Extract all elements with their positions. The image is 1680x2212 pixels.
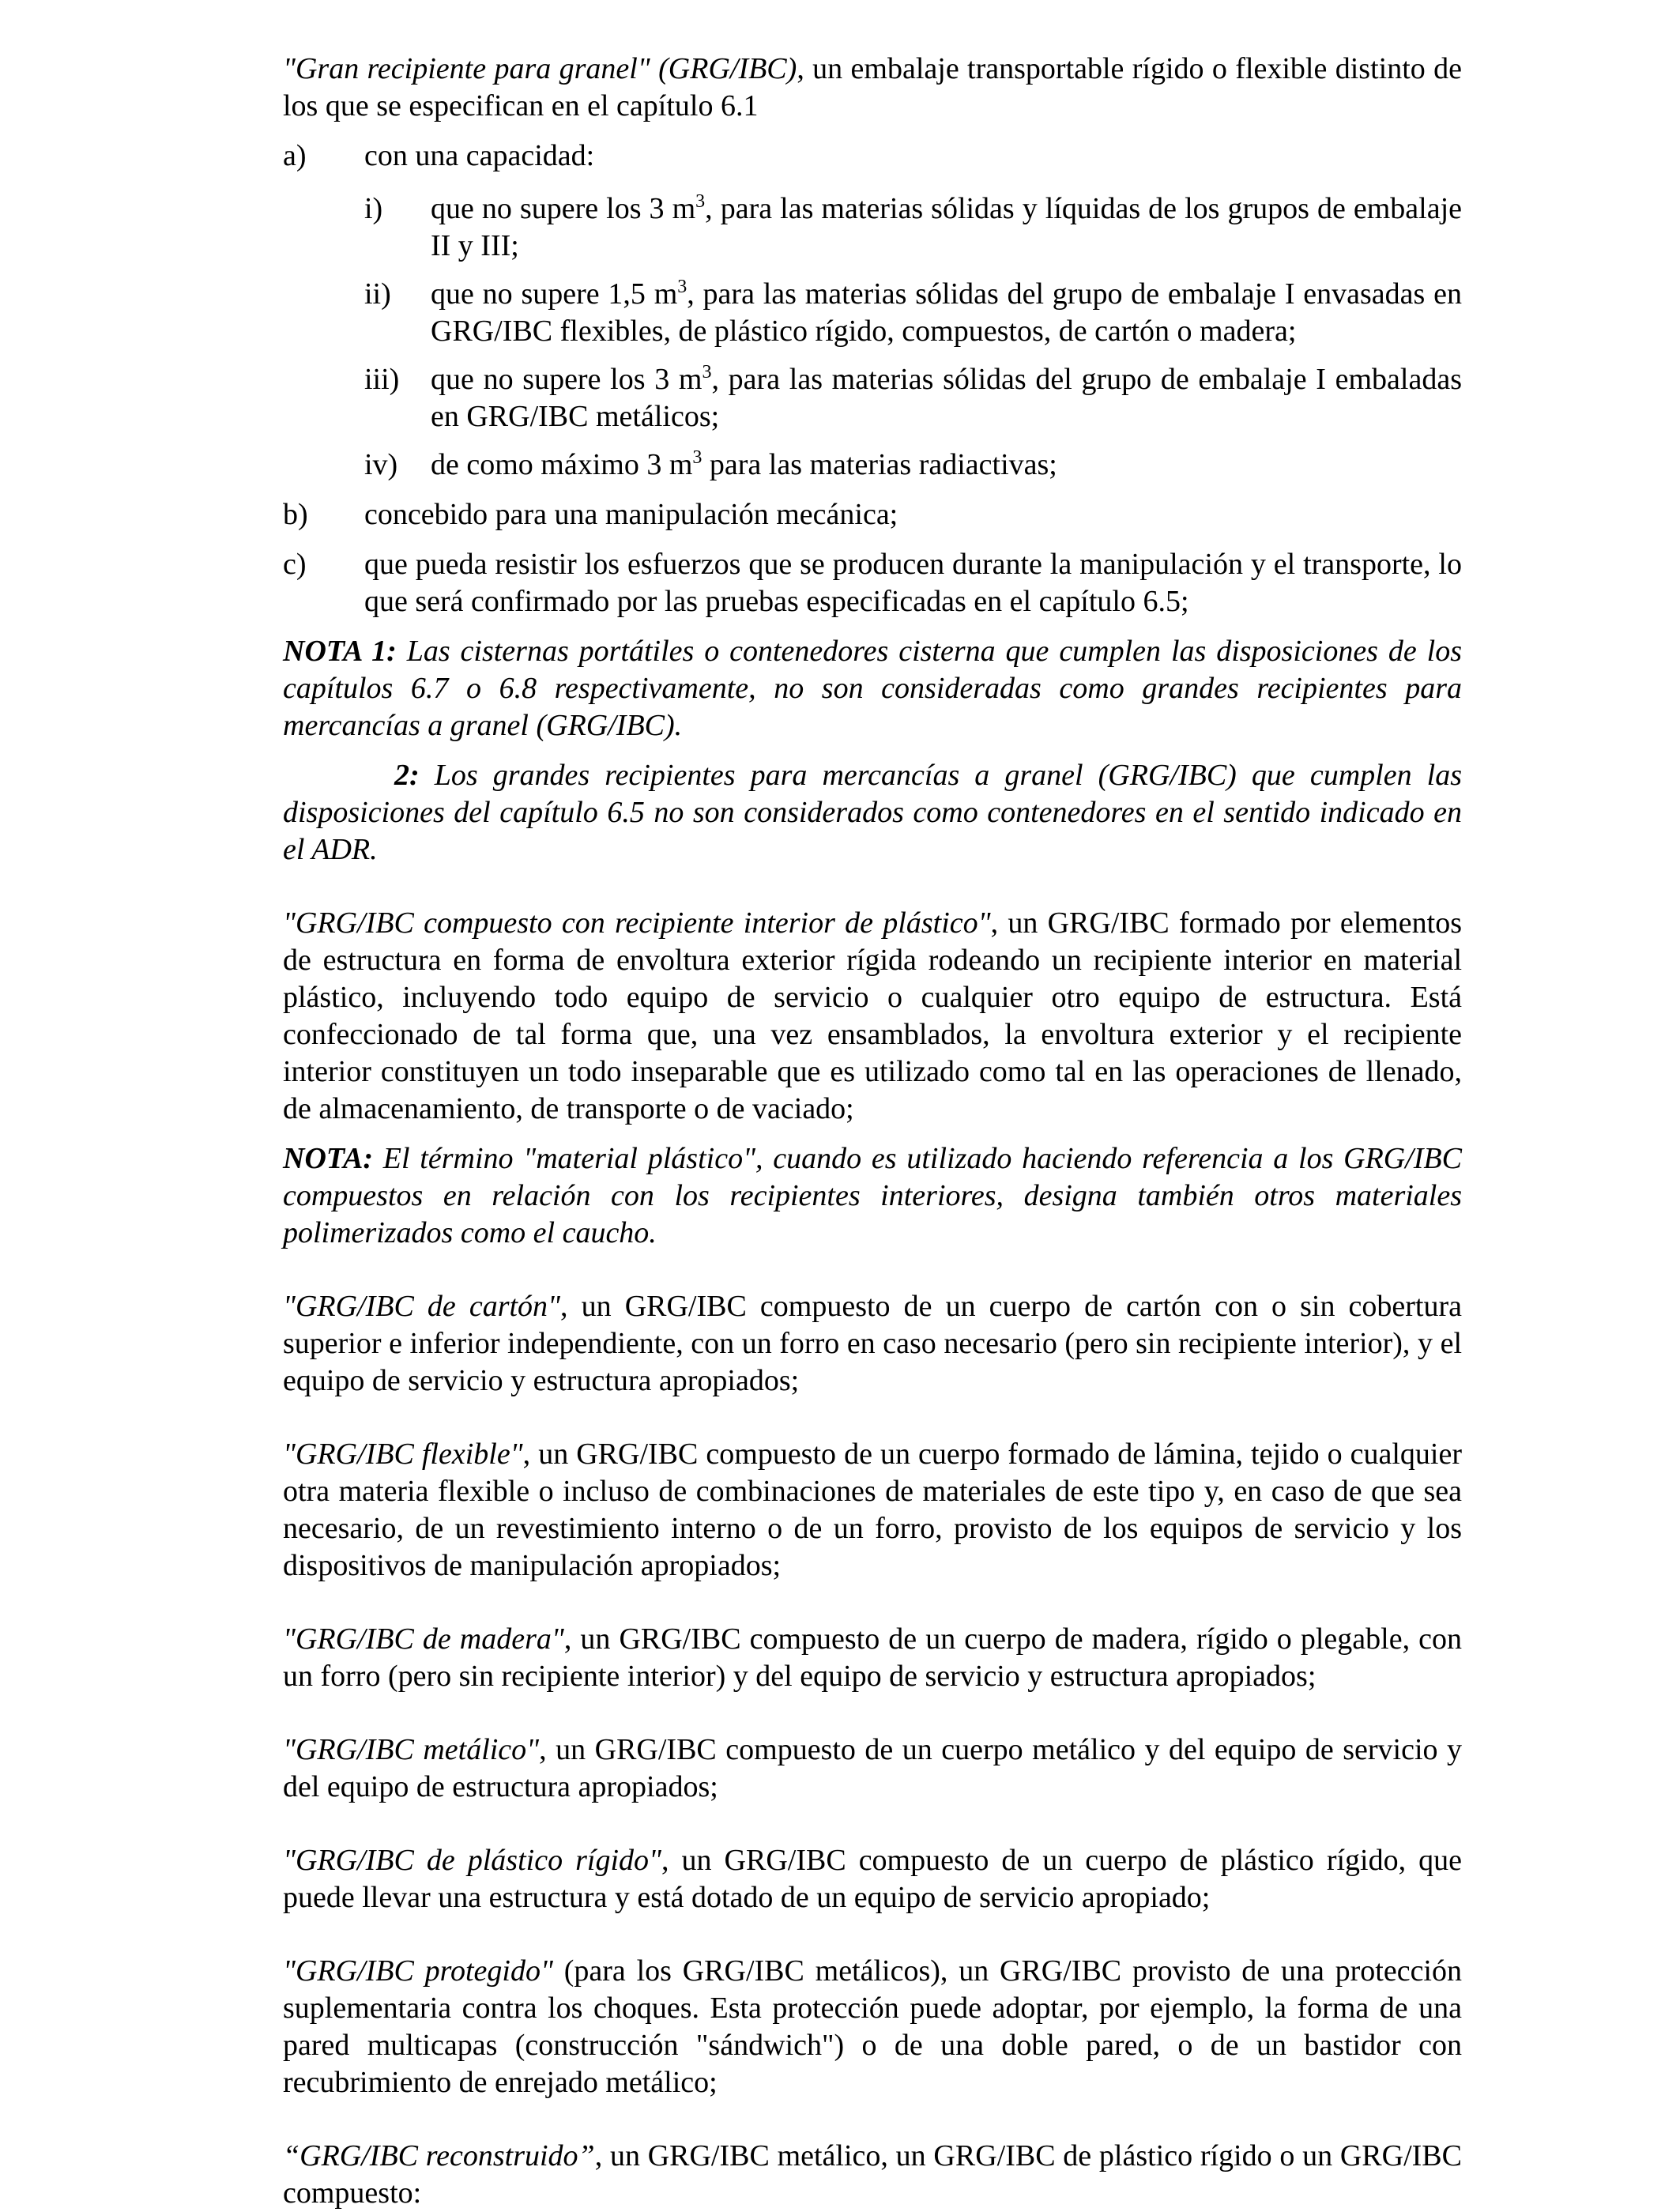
definition-reconstruido xyxy=(283,2138,1462,2212)
sublist-text-post: , para las materias sólidas del grupo de embalaje I envasadas en GRG/IBC flexibles, de plástico rígido, compuestos, de cartón o madera; xyxy=(431,277,1462,348)
sublist-text-pre: de como máximo 3 m xyxy=(431,448,693,481)
sublist-item-iii xyxy=(364,361,1462,435)
note-3 xyxy=(283,1140,1462,1252)
sublist-label: i) xyxy=(364,192,383,225)
definition-term: “GRG/IBC reconstruido” xyxy=(283,2139,595,2172)
note-label: NOTA: xyxy=(283,1142,373,1175)
sublist-text xyxy=(431,447,1462,484)
definition-compuesto xyxy=(283,905,1462,1128)
sublist-text xyxy=(431,276,1462,350)
definition-term: "GRG/IBC compuesto con recipiente interior de plástico" xyxy=(283,906,991,940)
definition-text: , un GRG/IBC metálico, un GRG/IBC de plástico rígido o un GRG/IBC compuesto: xyxy=(283,2139,1462,2210)
note-2 xyxy=(283,757,1462,869)
note-text: El término "material plástico", cuando es utilizado haciendo referencia a los GRG/IBC compuestos en relación con los recipientes interiores, designa también otros materiales polimerizados como el caucho. xyxy=(283,1142,1462,1249)
sublist-item-iv xyxy=(364,447,1462,484)
superscript: 3 xyxy=(702,362,712,382)
sublist-text xyxy=(431,361,1462,435)
list-item-a xyxy=(283,138,1462,175)
definition-metalico xyxy=(283,1732,1462,1806)
definition-term: "GRG/IBC flexible" xyxy=(283,1438,523,1471)
definition-protegido xyxy=(283,1953,1462,2101)
list-item-c xyxy=(283,546,1462,620)
sublist-text-post: para las materias radiactivas; xyxy=(702,448,1057,481)
note-label: 2: xyxy=(394,759,420,792)
definition-carton xyxy=(283,1288,1462,1400)
list-item-b xyxy=(283,496,1462,533)
sublist-label: iv) xyxy=(364,448,398,481)
definition-text: , un GRG/IBC compuesto de un cuerpo de plástico rígido, que puede llevar una estructura y está dotado de un equipo de servicio apropiado; xyxy=(283,1844,1462,1914)
intro-text: , un embalaje transportable rígido o flexible distinto de los que se especifican en el capítulo 6.1 xyxy=(283,52,1462,122)
note-text: Las cisternas portátiles o contenedores cisterna que cumplen las disposiciones de los capítulos 6.7 o 6.8 respectivamente, no son consideradas como grandes recipientes para mercancías a granel (GRG/IBC). xyxy=(283,635,1462,742)
superscript: 3 xyxy=(692,447,703,468)
sublist-label: iii) xyxy=(364,363,400,396)
note-text: Los grandes recipientes para mercancías a granel (GRG/IBC) que cumplen las disposiciones del capítulo 6.5 no son considerados como contenedores en el sentido indicado en el ADR. xyxy=(283,759,1462,866)
superscript: 3 xyxy=(677,277,687,297)
list-label: b) xyxy=(283,498,308,531)
sublist-text-pre: que no supere los 3 m xyxy=(431,192,696,225)
definition-term: "GRG/IBC de plástico rígido" xyxy=(283,1844,661,1877)
list-label: c) xyxy=(283,548,307,581)
definition-term: "GRG/IBC metálico" xyxy=(283,1733,540,1766)
document-page xyxy=(283,51,1462,2212)
definition-text: , un GRG/IBC compuesto de un cuerpo metálico y del equipo de servicio y del equipo de estructura apropiados; xyxy=(283,1733,1462,1803)
term-gran-recipiente: "Gran recipiente para granel" (GRG/IBC) xyxy=(283,52,797,85)
sublist-text-pre: que no supere 1,5 m xyxy=(431,277,678,311)
definition-term: "GRG/IBC protegido" xyxy=(283,1954,553,1988)
sublist-label: ii) xyxy=(364,277,391,311)
superscript: 3 xyxy=(695,191,706,212)
sublist-text-post: , para las materias sólidas y líquidas de los grupos de embalaje II y III; xyxy=(431,192,1462,262)
sublist-item-i xyxy=(364,190,1462,265)
list-label: a) xyxy=(283,139,307,172)
definition-text: , un GRG/IBC compuesto de un cuerpo de madera, rígido o plegable, con un forro (pero sin recipiente interior) y del equipo de servicio y estructura apropiados; xyxy=(283,1622,1462,1693)
sublist-text-pre: que no supere los 3 m xyxy=(431,363,703,396)
sublist-text-post: , para las materias sólidas del grupo de embalaje I embaladas en GRG/IBC metálicos; xyxy=(431,363,1462,433)
list-text: concebido para una manipulación mecánica; xyxy=(364,498,898,531)
definition-flexible xyxy=(283,1436,1462,1585)
definition-madera xyxy=(283,1621,1462,1695)
definition-text: , un GRG/IBC compuesto de un cuerpo de cartón con o sin cobertura superior e inferior independiente, con un forro en caso necesario (pero sin recipiente interior), y el equipo de servicio y estructura apropiados; xyxy=(283,1290,1463,1397)
definition-term: "GRG/IBC de cartón" xyxy=(283,1290,561,1323)
definition-plastico-rigido xyxy=(283,1842,1462,1916)
definition-term: "GRG/IBC de madera" xyxy=(283,1622,564,1656)
definition-text: , un GRG/IBC formado por elementos de estructura en forma de envoltura exterior rígida rodeando un recipiente interior en material plástico, incluyendo todo equipo de servicio o cualquier otro equipo de estructura. Está confeccionado de tal forma que, una vez ensamblados, la envoltura exterior y el recipiente interior constituyen un todo inseparable que es utilizado como tal en las operaciones de llenado, de almacenamiento, de transporte o de vaciado; xyxy=(283,906,1462,1125)
note-label: NOTA 1: xyxy=(283,635,397,668)
capacity-sublist xyxy=(283,190,1462,484)
definition-text: , un GRG/IBC compuesto de un cuerpo formado de lámina, tejido o cualquier otra materia flexible o incluso de combinaciones de materiales de este tipo y, en caso de que sea necesario, de un revestimiento interno o de un forro, provisto de los equipos de servicio y los dispositivos de manipulación apropiados; xyxy=(283,1438,1463,1582)
list-text: que pueda resistir los esfuerzos que se producen durante la manipulación y el transporte, lo que será confirmado por las pruebas especificadas en el capítulo 6.5; xyxy=(364,548,1462,618)
note-1 xyxy=(283,633,1462,744)
sublist-item-ii xyxy=(364,276,1462,350)
intro-paragraph xyxy=(283,51,1462,125)
list-text: con una capacidad: xyxy=(364,139,595,172)
sublist-text xyxy=(431,190,1462,265)
definition-text: (para los GRG/IBC metálicos), un GRG/IBC provisto de una protección suplementaria contra los choques. Esta protección puede adoptar, por ejemplo, la forma de una pared multicapas (construcción "sándwich") o de una doble pared, o de un bastidor con recubrimiento de enrejado metálico; xyxy=(283,1954,1462,2099)
